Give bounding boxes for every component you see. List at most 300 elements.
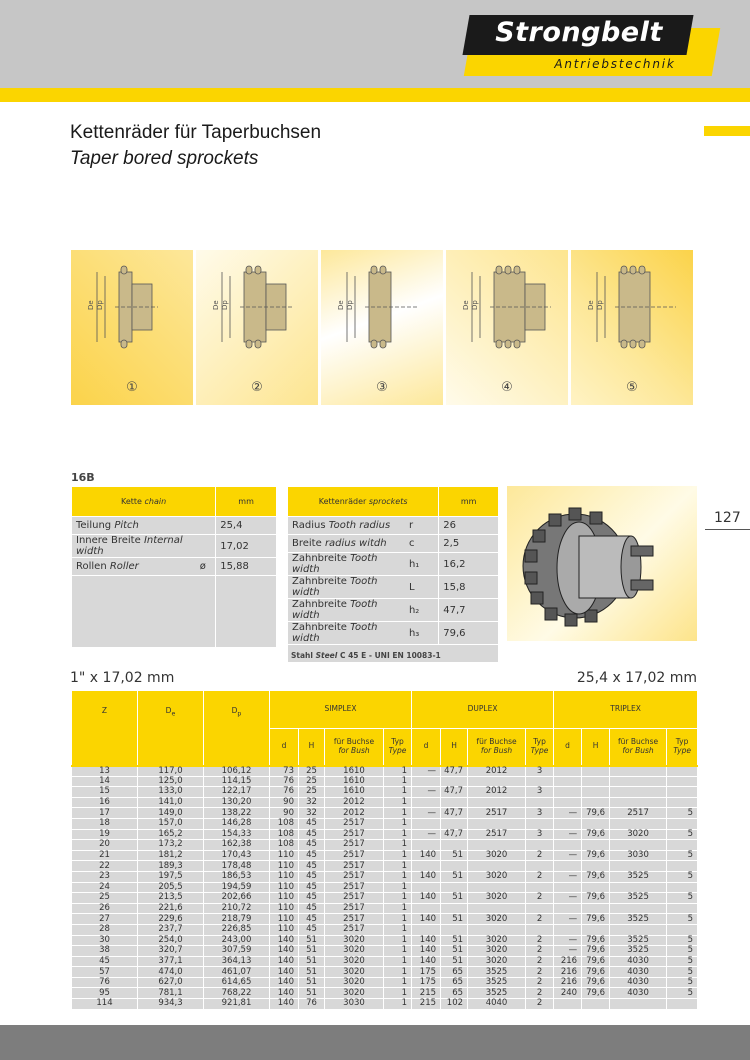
table-cell [582, 818, 610, 829]
table-cell: 1 [384, 924, 412, 935]
table-row [72, 797, 698, 808]
table-cell: 1 [384, 766, 412, 777]
diagram-number: ③ [376, 380, 388, 395]
table-row [72, 808, 698, 819]
table-cell: 45 [299, 840, 325, 851]
svg-text:Dp: Dp [96, 300, 104, 310]
table-cell: 2 [526, 893, 554, 904]
svg-text:Dp: Dp [346, 300, 354, 310]
table-cell: 307,59 [204, 946, 270, 957]
table-cell: — [412, 808, 441, 819]
table-cell: 65 [441, 967, 468, 978]
table-cell [610, 797, 667, 808]
table-cell: 2517 [325, 850, 384, 861]
col-duplex-bush: für Buchse for Bush [468, 729, 526, 766]
table-cell: 3020 [468, 893, 526, 904]
table-cell [610, 776, 667, 787]
table-cell: 194,59 [204, 882, 270, 893]
table-cell: 205,5 [138, 882, 204, 893]
table-cell: 2517 [325, 914, 384, 925]
table-cell: 79,6 [582, 935, 610, 946]
table-cell: 2 [526, 935, 554, 946]
table-cell: 90 [270, 797, 299, 808]
table-cell: 26 [72, 903, 138, 914]
table-cell [412, 882, 441, 893]
table-cell: 23 [72, 871, 138, 882]
table-cell: 114,15 [204, 776, 270, 787]
table-cell: 2517 [610, 808, 667, 819]
table-cell: 110 [270, 893, 299, 904]
table-cell [441, 776, 468, 787]
table-cell: 2517 [325, 840, 384, 851]
table-cell [468, 903, 526, 914]
diagram-type-2 [196, 250, 318, 405]
table-cell: 45 [299, 882, 325, 893]
spec-row [72, 535, 277, 558]
table-cell [582, 840, 610, 851]
table-cell: 2517 [325, 893, 384, 904]
table-cell: 1 [384, 787, 412, 798]
table-cell: 76 [72, 977, 138, 988]
table-cell: 5 [667, 935, 698, 946]
table-cell: 51 [441, 914, 468, 925]
table-cell [582, 797, 610, 808]
table-cell: 22 [72, 861, 138, 872]
table-cell: 114 [72, 999, 138, 1010]
table-cell: 13 [72, 766, 138, 777]
table-cell [610, 861, 667, 872]
table-cell: 2 [526, 988, 554, 999]
table-cell [610, 924, 667, 935]
table-cell [554, 766, 582, 777]
table-cell: 28 [72, 924, 138, 935]
spec-label: Radius Tooth radius [288, 517, 405, 535]
table-cell [412, 818, 441, 829]
header-accent-stripe [0, 88, 750, 102]
table-cell: 240 [554, 988, 582, 999]
table-cell: 32 [299, 808, 325, 819]
table-cell: — [554, 893, 582, 904]
table-cell: 218,79 [204, 914, 270, 925]
table-cell: 30 [72, 935, 138, 946]
table-cell [526, 924, 554, 935]
table-cell: 57 [72, 967, 138, 978]
svg-text:De: De [212, 300, 220, 310]
table-cell: 110 [270, 914, 299, 925]
table-cell: 1 [384, 935, 412, 946]
table-cell: 254,0 [138, 935, 204, 946]
table-cell: 133,0 [138, 787, 204, 798]
spec-row [288, 535, 499, 553]
table-cell: 3020 [468, 871, 526, 882]
table-cell: 4030 [610, 967, 667, 978]
table-cell: 140 [412, 956, 441, 967]
table-cell: 45 [299, 818, 325, 829]
table-cell: 175 [412, 977, 441, 988]
table-cell: 45 [299, 861, 325, 872]
table-cell: 1 [384, 967, 412, 978]
table-cell [667, 797, 698, 808]
spec-row [288, 599, 499, 622]
table-cell [412, 776, 441, 787]
table-cell [582, 787, 610, 798]
spec-value: 47,7 [439, 599, 499, 622]
table-cell: 51 [299, 988, 325, 999]
table-cell: 157,0 [138, 818, 204, 829]
table-cell: 47,7 [441, 787, 468, 798]
table-cell: 140 [412, 871, 441, 882]
table-cell: 4030 [610, 988, 667, 999]
diagram-type-5 [571, 250, 693, 405]
table-cell: 79,6 [582, 893, 610, 904]
table-row [72, 766, 698, 777]
table-cell: 38 [72, 946, 138, 957]
table-row [72, 840, 698, 851]
table-row [72, 935, 698, 946]
table-cell: 3 [526, 787, 554, 798]
table-cell: 2012 [325, 797, 384, 808]
table-cell: — [554, 935, 582, 946]
table-cell: 377,1 [138, 956, 204, 967]
table-cell: 1 [384, 850, 412, 861]
material-note: Stahl Steel C 45 E - UNI EN 10083-1 [291, 651, 441, 660]
table-cell: 3 [526, 829, 554, 840]
table-cell: 76 [270, 776, 299, 787]
table-cell: 19 [72, 829, 138, 840]
table-cell: 2 [526, 946, 554, 957]
sprocket-section-drawing [196, 250, 318, 375]
table-cell: 51 [441, 935, 468, 946]
table-cell: 3525 [468, 988, 526, 999]
page-number-underline [705, 529, 750, 530]
table-cell: 1610 [325, 787, 384, 798]
table-cell: 47,7 [441, 808, 468, 819]
table-cell: 210,72 [204, 903, 270, 914]
table-cell: 140 [412, 893, 441, 904]
spec-label: Zahnbreite Tooth width [288, 553, 405, 576]
table-cell [554, 776, 582, 787]
table-cell [526, 903, 554, 914]
table-cell [582, 924, 610, 935]
table-cell [582, 861, 610, 872]
spec-symbol: r [405, 517, 439, 535]
table-cell: 1 [384, 914, 412, 925]
table-cell [610, 787, 667, 798]
table-cell: 140 [412, 946, 441, 957]
table-cell: 3020 [325, 967, 384, 978]
table-cell: — [554, 914, 582, 925]
table-cell: 25 [299, 766, 325, 777]
col-z: Z [72, 691, 138, 766]
table-cell: 45 [299, 850, 325, 861]
table-cell: 768,22 [204, 988, 270, 999]
table-cell: 221,6 [138, 903, 204, 914]
table-cell: 140 [412, 850, 441, 861]
table-cell: 1 [384, 946, 412, 957]
table-cell: 110 [270, 871, 299, 882]
table-cell: 226,85 [204, 924, 270, 935]
table-cell: 3020 [325, 956, 384, 967]
table-cell: 364,13 [204, 956, 270, 967]
table-cell [582, 776, 610, 787]
spec-value: 26 [439, 517, 499, 535]
table-cell: 140 [270, 977, 299, 988]
table-cell: 51 [441, 850, 468, 861]
table-cell: 1 [384, 776, 412, 787]
spec-row [72, 558, 277, 576]
spec-label: Zahnbreite Tooth width [288, 576, 405, 599]
brand-name: Strongbelt [495, 17, 663, 48]
spec-row [288, 622, 499, 645]
table-cell [441, 882, 468, 893]
table-cell: 140 [412, 914, 441, 925]
svg-text:De: De [587, 300, 595, 310]
page-title-de: Kettenräder für Taperbuchsen [70, 122, 322, 143]
table-cell: 79,6 [582, 956, 610, 967]
table-cell [554, 787, 582, 798]
table-cell: 186,53 [204, 871, 270, 882]
table-cell: 197,5 [138, 871, 204, 882]
table-cell: 2012 [468, 787, 526, 798]
table-row [72, 787, 698, 798]
table-cell [610, 903, 667, 914]
table-cell: 2517 [325, 871, 384, 882]
table-cell: 2 [526, 999, 554, 1010]
table-cell: 47,7 [441, 829, 468, 840]
table-cell: 79,6 [582, 967, 610, 978]
table-cell [468, 797, 526, 808]
spec-symbol: h₂ [405, 599, 439, 622]
table-row [72, 924, 698, 935]
table-cell: 45 [299, 829, 325, 840]
table-cell: 110 [270, 850, 299, 861]
spec-value: 25,4 [216, 517, 277, 535]
table-cell: 2 [526, 850, 554, 861]
svg-text:De: De [337, 300, 345, 310]
table-cell: 216 [554, 967, 582, 978]
table-cell: 5 [667, 956, 698, 967]
svg-text:Dp: Dp [221, 300, 229, 310]
svg-text:Dp: Dp [596, 300, 604, 310]
table-cell: 934,3 [138, 999, 204, 1010]
table-cell: 189,3 [138, 861, 204, 872]
brand-tagline: Antriebstechnik [554, 57, 676, 71]
spec-symbol [196, 517, 216, 535]
table-cell [526, 776, 554, 787]
table-cell [526, 882, 554, 893]
table-cell: 51 [299, 956, 325, 967]
table-cell: 2 [526, 967, 554, 978]
table-cell: 1610 [325, 776, 384, 787]
table-cell: 1 [384, 988, 412, 999]
table-cell: 65 [441, 977, 468, 988]
table-cell [610, 882, 667, 893]
table-cell [412, 903, 441, 914]
table-row [72, 999, 698, 1010]
table-cell: 51 [299, 967, 325, 978]
table-cell: 79,6 [582, 808, 610, 819]
table-cell: 45 [299, 924, 325, 935]
table-cell: 1 [384, 871, 412, 882]
table-cell [412, 840, 441, 851]
group-triplex: TRIPLEX [554, 691, 698, 729]
table-row [72, 977, 698, 988]
table-cell: 51 [299, 935, 325, 946]
table-cell: 79,6 [582, 914, 610, 925]
table-cell [526, 861, 554, 872]
table-cell: 140 [270, 956, 299, 967]
table-cell: 140 [270, 988, 299, 999]
table-cell: — [554, 808, 582, 819]
table-cell: 170,43 [204, 850, 270, 861]
table-cell: 141,0 [138, 797, 204, 808]
spec-row [288, 517, 499, 535]
table-cell [610, 766, 667, 777]
table-cell [468, 882, 526, 893]
spec-label: Teilung Pitch [72, 517, 196, 535]
table-cell: 3525 [610, 946, 667, 957]
table-cell [526, 797, 554, 808]
spec-label: Breite radius witdh [288, 535, 405, 553]
table-cell: 5 [667, 893, 698, 904]
table-cell: 25 [72, 893, 138, 904]
table-cell [468, 924, 526, 935]
chain-size-label: 16B [71, 471, 95, 484]
table-cell: 243,00 [204, 935, 270, 946]
col-simplex-bush: für Buchse for Bush [325, 729, 384, 766]
table-cell: 14 [72, 776, 138, 787]
table-row [72, 871, 698, 882]
table-cell: 79,6 [582, 850, 610, 861]
table-cell: 320,7 [138, 946, 204, 957]
table-cell: 20 [72, 840, 138, 851]
table-cell [441, 924, 468, 935]
table-cell: 51 [441, 893, 468, 904]
table-row [72, 861, 698, 872]
table-cell: 108 [270, 840, 299, 851]
table-cell: 202,66 [204, 893, 270, 904]
table-cell [582, 903, 610, 914]
table-cell: 5 [667, 988, 698, 999]
table-cell: 3525 [610, 871, 667, 882]
table-cell: 140 [270, 967, 299, 978]
table-cell: 2517 [325, 818, 384, 829]
table-cell: 51 [299, 977, 325, 988]
table-cell: 130,20 [204, 797, 270, 808]
spec-empty-row [72, 576, 277, 648]
table-cell: 2517 [325, 903, 384, 914]
table-cell: 3020 [468, 946, 526, 957]
table-cell: — [412, 829, 441, 840]
table-cell: 108 [270, 829, 299, 840]
table-cell [554, 797, 582, 808]
table-cell: 106,12 [204, 766, 270, 777]
sprocket-header: Kettenräder sprockets [288, 487, 439, 517]
table-cell: 627,0 [138, 977, 204, 988]
spec-symbol: h₁ [405, 553, 439, 576]
table-cell: 5 [667, 914, 698, 925]
table-cell: 1 [384, 808, 412, 819]
table-cell: 3525 [610, 935, 667, 946]
table-cell: 65 [441, 988, 468, 999]
table-cell: 1 [384, 956, 412, 967]
table-cell [468, 840, 526, 851]
table-cell [582, 882, 610, 893]
table-cell [412, 924, 441, 935]
table-cell: 5 [667, 808, 698, 819]
table-cell: 25 [299, 787, 325, 798]
table-cell: 229,6 [138, 914, 204, 925]
page-footer [0, 1025, 750, 1060]
table-cell: 3020 [610, 829, 667, 840]
table-cell: 76 [270, 787, 299, 798]
table-cell: 79,6 [582, 977, 610, 988]
table-row [72, 903, 698, 914]
sprocket-section-drawing [71, 250, 193, 375]
spec-row [288, 576, 499, 599]
col-duplex-h: H [441, 729, 468, 766]
col-triplex-h: H [582, 729, 610, 766]
table-row [72, 829, 698, 840]
table-cell: 5 [667, 829, 698, 840]
table-cell: 474,0 [138, 967, 204, 978]
diagram-type-4 [446, 250, 568, 405]
table-cell: 90 [270, 808, 299, 819]
table-cell: 216 [554, 956, 582, 967]
table-cell [554, 840, 582, 851]
table-cell: 3525 [610, 893, 667, 904]
chain-unit-header: mm [216, 487, 277, 517]
table-cell: 51 [299, 946, 325, 957]
spec-label: Rollen Roller [72, 558, 196, 576]
table-cell: 1 [384, 829, 412, 840]
table-cell: — [412, 787, 441, 798]
table-cell: 3020 [468, 956, 526, 967]
table-cell: 32 [299, 797, 325, 808]
table-cell: 5 [667, 967, 698, 978]
chain-spec-table [71, 486, 277, 648]
dimension-imperial: 1" x 17,02 mm [70, 670, 175, 686]
table-cell: 3020 [325, 988, 384, 999]
table-row [72, 893, 698, 904]
col-duplex-d: d [412, 729, 441, 766]
table-cell: 45 [299, 871, 325, 882]
table-cell: 215 [412, 988, 441, 999]
table-cell [667, 787, 698, 798]
table-cell: 181,2 [138, 850, 204, 861]
svg-text:De: De [87, 300, 95, 310]
table-cell: 122,17 [204, 787, 270, 798]
table-cell [610, 999, 667, 1010]
table-cell: 5 [667, 977, 698, 988]
diagram-number: ① [126, 380, 138, 395]
table-cell: 1 [384, 797, 412, 808]
table-cell [412, 797, 441, 808]
table-cell [526, 840, 554, 851]
table-cell: 3020 [325, 935, 384, 946]
table-cell [667, 882, 698, 893]
table-row [72, 818, 698, 829]
table-cell: 5 [667, 850, 698, 861]
table-cell: 3 [526, 766, 554, 777]
table-cell [667, 818, 698, 829]
table-cell: 25 [299, 776, 325, 787]
table-cell: 1 [384, 999, 412, 1010]
spec-label: Zahnbreite Tooth width [288, 622, 405, 645]
dimension-metric: 25,4 x 17,02 mm [576, 670, 697, 686]
table-cell: 3020 [325, 946, 384, 957]
sprocket-spec-table [287, 486, 499, 663]
